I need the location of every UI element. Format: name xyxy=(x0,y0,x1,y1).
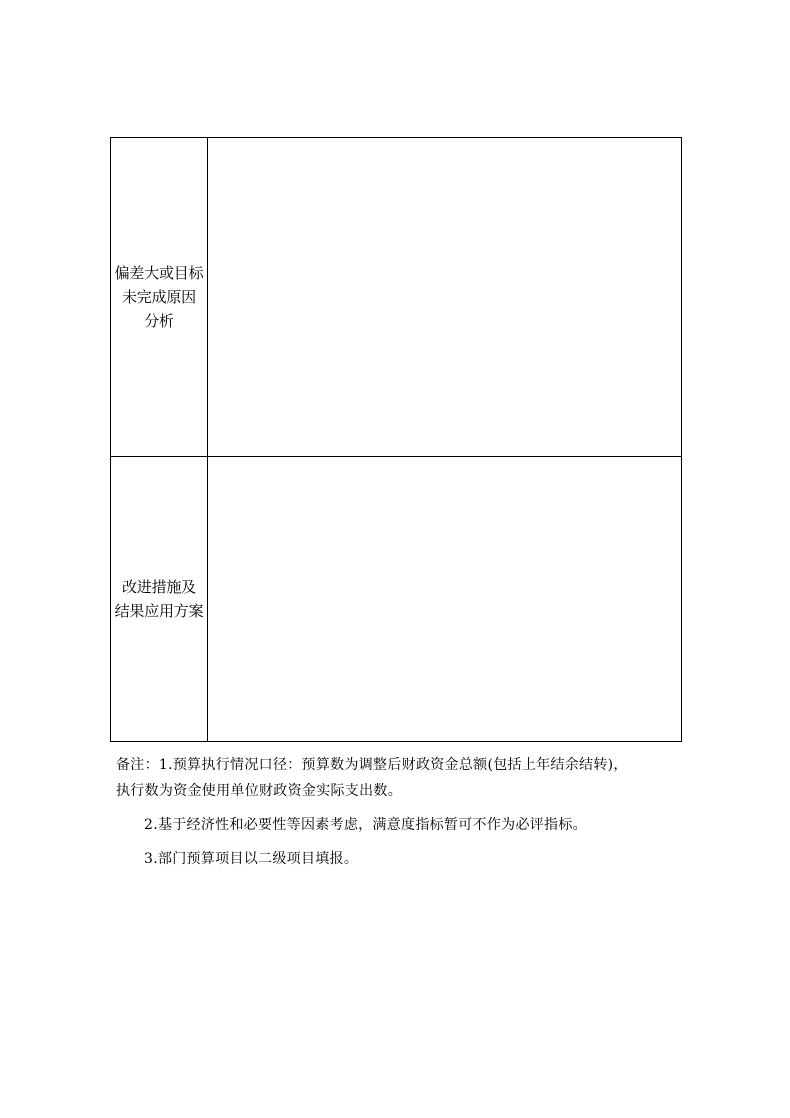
deviation-analysis-content[interactable] xyxy=(208,138,682,457)
label-line: 未完成原因 xyxy=(121,288,196,306)
label-line: 分析 xyxy=(144,312,174,330)
label-line: 改进措施及 xyxy=(121,578,196,596)
note-item-1: 备注：1.预算执行情况口径：预算数为调整后财政资金总额(包括上年结余结转)， xyxy=(116,757,628,773)
label-line: 结果应用方案 xyxy=(114,602,204,620)
evaluation-table xyxy=(110,137,682,742)
table-row-deviation-analysis xyxy=(111,138,682,457)
improvement-plan-content[interactable] xyxy=(208,457,682,742)
deviation-analysis-label xyxy=(111,138,208,457)
table-row-improvement-plan xyxy=(111,457,682,742)
label-line: 偏差大或目标 xyxy=(114,264,204,282)
notes-section xyxy=(116,752,688,880)
note-item-2: 2.基于经济性和必要性等因素考虑，满意度指标暂可不作为必评指标。 xyxy=(144,817,587,833)
note-item-1-continued: 执行数为资金使用单位财政资金实际支出数。 xyxy=(116,783,402,799)
improvement-plan-label xyxy=(111,457,208,742)
note-item-3: 3.部门预算项目以二级项目填报。 xyxy=(144,851,359,867)
